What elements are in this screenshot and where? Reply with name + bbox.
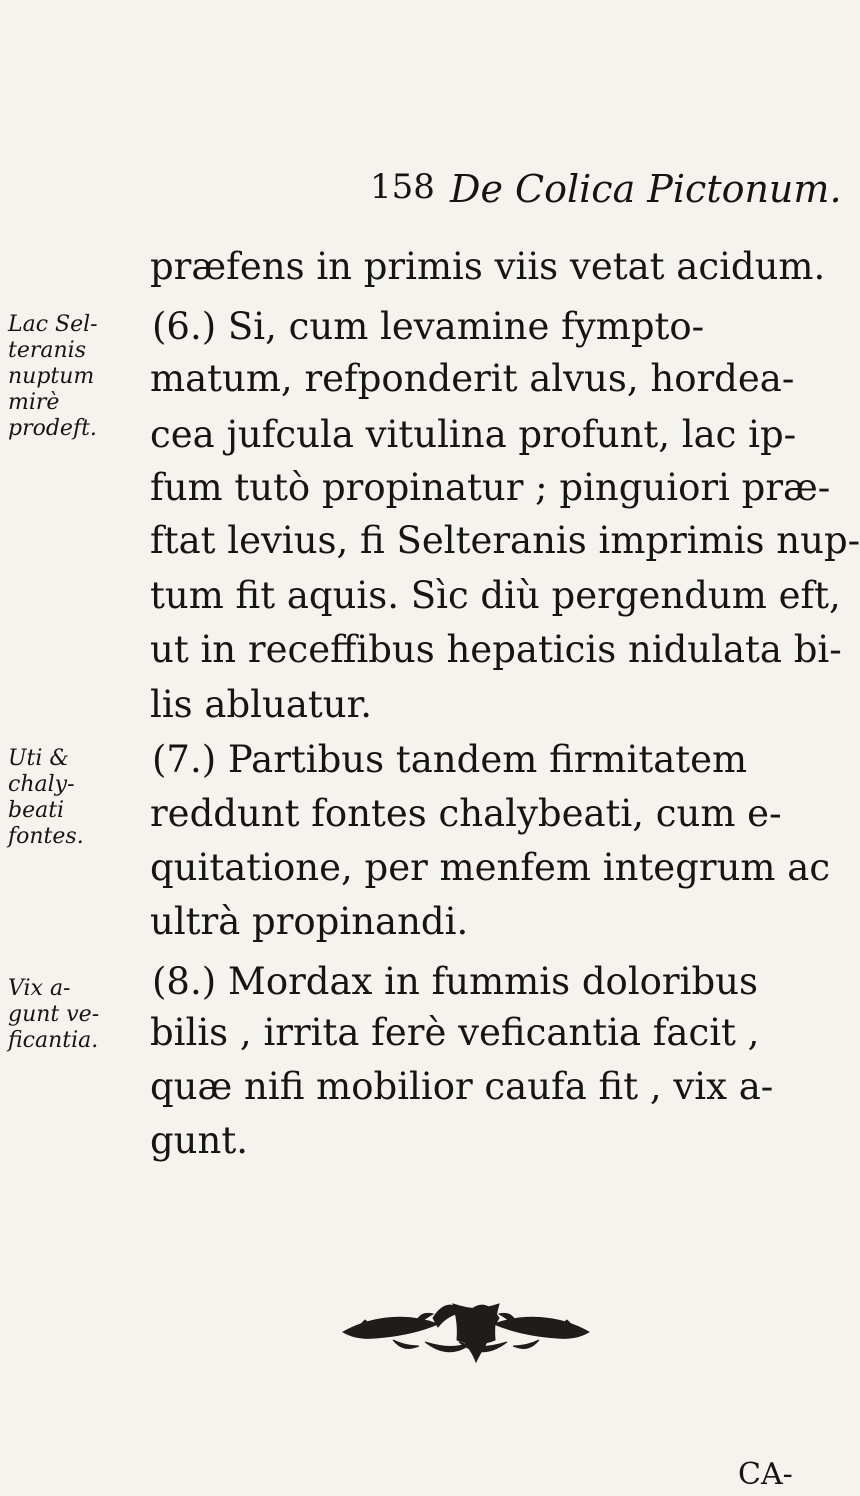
body-line: bilis , irrita ferè veficantia facit , (150, 1011, 760, 1054)
body-line: ftat levius, fi Selteranis imprimis nup- (150, 519, 860, 562)
body-line: præfens in primis viis vetat acidum. (150, 245, 826, 288)
page-number: 158 (370, 167, 435, 207)
margin-note-line: mirè (8, 390, 60, 415)
margin-note-line: Vix a- (8, 976, 71, 1001)
body-line: ut in receffibus hepaticis nidulata bi- (150, 628, 842, 671)
printers-ornament-icon (331, 1296, 601, 1366)
body-line: reddunt fontes chalybeati, cum e- (150, 792, 782, 835)
margin-note-line: nuptum (8, 364, 95, 389)
body-line: tum fit aquis. Sìc diù pergendum eft, (150, 574, 841, 617)
body-line: (8.) Mordax in fummis doloribus (152, 960, 758, 1003)
body-line: quæ nifi mobilior caufa fit , vix a- (150, 1065, 774, 1108)
margin-note-line: ficantia. (8, 1028, 99, 1053)
margin-note-line: beati (8, 798, 65, 823)
catchword: CA- (738, 1457, 793, 1492)
margin-note-line: Uti & (8, 746, 69, 771)
margin-note-2 (8, 746, 128, 850)
running-title: De Colica Pictonum. (450, 167, 842, 211)
body-line: cea jufcula vitulina profunt, lac ip- (150, 413, 797, 456)
body-line: quitatione, per menfem integrum ac (150, 846, 831, 889)
margin-note-line: fontes. (8, 824, 84, 849)
margin-note-line: gunt ve- (8, 1002, 100, 1027)
margin-note-line: Lac Sel- (8, 312, 98, 337)
body-line: (6.) Si, cum levamine fympto- (152, 305, 705, 348)
body-line: matum, refponderit alvus, hordea- (150, 357, 795, 400)
body-line: (7.) Partibus tandem firmitatem (152, 738, 748, 781)
margin-note-line: teranis (8, 338, 86, 363)
body-line: gunt. (150, 1119, 248, 1162)
margin-note-1 (8, 312, 128, 442)
body-line: lis abluatur. (150, 683, 372, 726)
body-line: ultrà propinandi. (150, 900, 469, 943)
margin-note-line: prodeft. (8, 416, 97, 441)
body-line: fum tutò propinatur ; pinguiori præ- (150, 466, 831, 509)
margin-note-line: chaly- (8, 772, 75, 797)
margin-note-3 (8, 976, 128, 1054)
